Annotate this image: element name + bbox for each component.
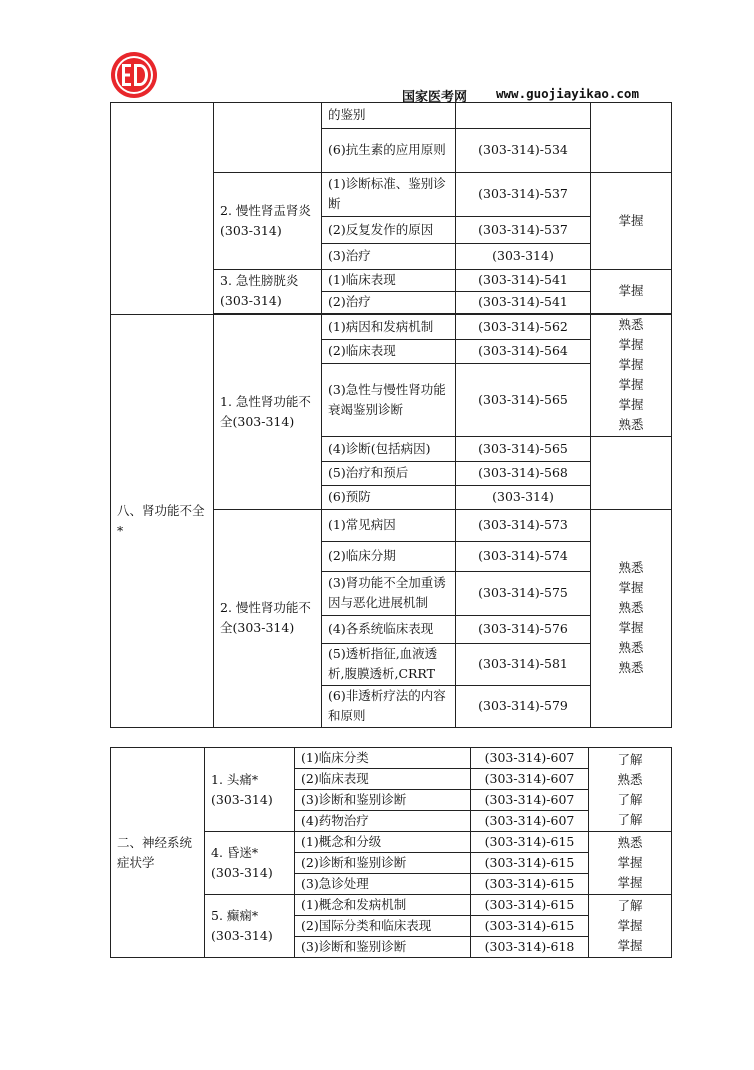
level-cell xyxy=(589,748,672,832)
level-label: 掌握 xyxy=(618,620,644,635)
item-cell: (1)概念和发病机制 xyxy=(295,895,471,916)
level-label: 掌握 xyxy=(618,337,644,352)
site-name: 国家医考网 xyxy=(402,90,468,105)
ref-cell: (303-314)-607 xyxy=(471,769,589,790)
level-label: 掌握 xyxy=(618,580,644,595)
ref-cell-blank xyxy=(456,102,591,128)
topic-cell: 1. 头痛*(303-314) xyxy=(205,748,295,832)
ref-cell: (303-314)-607 xyxy=(471,748,589,769)
item-cell: (4)诊断(包括病因) xyxy=(322,436,456,461)
item-cell: (3)诊断和鉴别诊断 xyxy=(295,790,471,811)
item-cell: (5)透析指征,血液透析,腹膜透析,CRRT xyxy=(322,643,456,685)
topic-cell: 3. 急性膀胱炎(303-314) xyxy=(214,269,322,313)
ref-cell: (303-314)-537 xyxy=(456,172,591,216)
ref-cell: (303-314) xyxy=(456,243,591,269)
ref-cell: (303-314)-574 xyxy=(456,541,591,571)
ref-cell: (303-314)-618 xyxy=(471,937,589,958)
ref-cell: (303-314)-615 xyxy=(471,832,589,853)
item-cell: (2)临床分期 xyxy=(322,541,456,571)
item-cell: (6)非透析疗法的内容和原则 xyxy=(322,685,456,727)
item-cell: (1)诊断标准、鉴别诊断 xyxy=(322,172,456,216)
level-cell: 掌握 xyxy=(591,172,672,269)
item-cell: 的鉴别 xyxy=(322,102,456,128)
level-label: 了解 xyxy=(617,898,643,913)
ref-cell: (303-314)-573 xyxy=(456,509,591,541)
level-cell-blank xyxy=(591,102,672,172)
ref-cell: (303-314)-541 xyxy=(456,269,591,291)
topic-cell-blank xyxy=(214,102,322,172)
level-label: 了解 xyxy=(617,751,643,767)
level-label: 掌握 xyxy=(617,918,643,933)
level-label: 熟悉 xyxy=(618,640,644,655)
item-cell: (1)临床表现 xyxy=(322,269,456,291)
level-cell xyxy=(589,895,672,958)
topic-cell: 4. 昏迷*(303-314) xyxy=(205,832,295,895)
ref-cell: (303-314)-562 xyxy=(456,314,591,339)
ref-cell: (303-314)-537 xyxy=(456,216,591,243)
ref-cell: (303-314)-575 xyxy=(456,571,591,615)
ref-cell: (303-314)-615 xyxy=(471,895,589,916)
ref-cell: (303-314)-568 xyxy=(456,461,591,485)
level-label: 掌握 xyxy=(618,377,644,392)
item-cell: (3)诊断和鉴别诊断 xyxy=(295,937,471,958)
level-label: 熟悉 xyxy=(617,771,643,787)
item-cell: (2)诊断和鉴别诊断 xyxy=(295,853,471,874)
ref-cell: (303-314)-579 xyxy=(456,685,591,727)
level-label: 熟悉 xyxy=(618,417,644,432)
ref-cell: (303-314)-565 xyxy=(456,436,591,461)
item-cell: (3)急诊处理 xyxy=(295,874,471,895)
item-cell: (5)治疗和预后 xyxy=(322,461,456,485)
ref-cell: (303-314)-615 xyxy=(471,916,589,937)
level-cell: 掌握 xyxy=(591,269,672,313)
ref-cell: (303-314)-534 xyxy=(456,128,591,172)
item-cell: (2)临床表现 xyxy=(295,769,471,790)
level-label: 掌握 xyxy=(617,938,643,953)
level-label: 熟悉 xyxy=(618,317,644,332)
level-label: 熟悉 xyxy=(618,560,644,575)
item-cell: (3)治疗 xyxy=(322,243,456,269)
ref-cell: (303-314)-541 xyxy=(456,291,591,313)
item-cell: (2)国际分类和临床表现 xyxy=(295,916,471,937)
ref-cell: (303-314)-581 xyxy=(456,643,591,685)
ref-cell: (303-314) xyxy=(456,485,591,509)
ref-cell: (303-314)-564 xyxy=(456,339,591,363)
item-cell: (1)临床分类 xyxy=(295,748,471,769)
level-label: 熟悉 xyxy=(617,835,643,850)
section-cell-blank xyxy=(111,102,214,314)
item-cell: (4)药物治疗 xyxy=(295,811,471,832)
item-cell: (1)概念和分级 xyxy=(295,832,471,853)
level-label: 熟悉 xyxy=(618,600,644,615)
level-label: 掌握 xyxy=(617,855,643,870)
item-cell: (2)临床表现 xyxy=(322,339,456,363)
level-cell xyxy=(591,509,672,727)
topic-cell: 2. 慢性肾功能不全(303-314) xyxy=(214,509,322,727)
level-label: 掌握 xyxy=(617,875,643,890)
level-cell xyxy=(589,832,672,895)
ref-cell: (303-314)-607 xyxy=(471,790,589,811)
site-url[interactable]: www.guojiayikao.com xyxy=(496,86,639,101)
level-label: 了解 xyxy=(617,791,643,807)
ref-cell: (303-314)-615 xyxy=(471,874,589,895)
item-cell: (6)抗生素的应用原则 xyxy=(322,128,456,172)
ref-cell: (303-314)-565 xyxy=(456,363,591,436)
level-label: 掌握 xyxy=(618,357,644,372)
logo-icon xyxy=(109,50,159,100)
syllabus-table-neuro xyxy=(110,747,672,958)
ref-cell: (303-314)-576 xyxy=(456,615,591,643)
ref-cell: (303-314)-615 xyxy=(471,853,589,874)
topic-cell: 5. 癫痫*(303-314) xyxy=(205,895,295,958)
topic-cell: 2. 慢性肾盂肾炎(303-314) xyxy=(214,172,322,269)
item-cell: (2)反复发作的原因 xyxy=(322,216,456,243)
item-cell: (3)急性与慢性肾功能衰竭鉴别诊断 xyxy=(322,363,456,436)
level-label: 了解 xyxy=(617,811,643,827)
item-cell: (1)病因和发病机制 xyxy=(322,314,456,339)
item-cell: (1)常见病因 xyxy=(322,509,456,541)
section-title-cell: 八、肾功能不全* xyxy=(111,314,214,727)
level-cell xyxy=(591,314,672,436)
item-cell: (6)预防 xyxy=(322,485,456,509)
topic-cell: 1. 急性肾功能不全(303-314) xyxy=(214,314,322,509)
level-cell-blank xyxy=(591,436,672,509)
section-title-cell: 二、神经系统症状学 xyxy=(111,748,205,958)
item-cell: (3)肾功能不全加重诱因与恶化进展机制 xyxy=(322,571,456,615)
item-cell: (2)治疗 xyxy=(322,291,456,313)
syllabus-table-kidney xyxy=(110,102,672,728)
ref-cell: (303-314)-607 xyxy=(471,811,589,832)
level-label: 熟悉 xyxy=(618,660,644,675)
item-cell: (4)各系统临床表现 xyxy=(322,615,456,643)
level-label: 掌握 xyxy=(618,397,644,412)
